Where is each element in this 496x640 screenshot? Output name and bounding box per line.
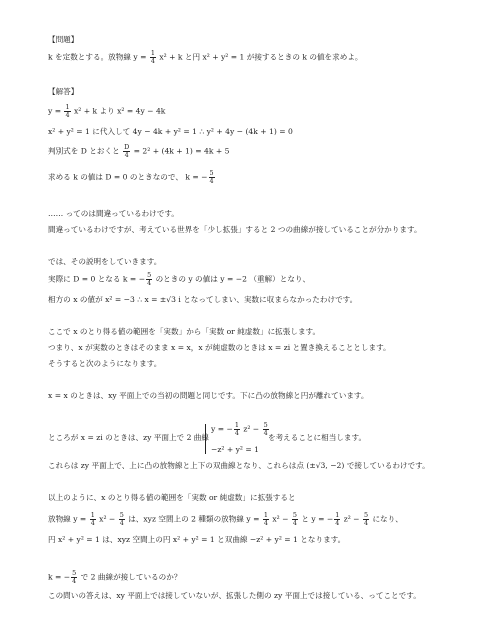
system-equation-2: −z² + y² = 1 [211,445,259,454]
paragraph-10-end: を考えることに相当します。 [268,433,367,442]
system-equation-1: y = − $\frac{1}{4}$ z² − $\frac{5}{4}$ [211,421,268,437]
answer-heading: 【解答】 [48,87,79,96]
paragraph-2: 間違っているわけですが、考えている世界を「少し拡張」すると 2 つの曲線が接していることが分かります。 [48,225,422,234]
paragraph-9: x = x のときは、xy 平面上での当初の問題と同じです。下に凸の放物線と円が離れています。 [48,391,369,400]
paragraph-3: では、その説明をしていきます。 [48,257,162,266]
problem-heading: 【問題】 [48,35,79,44]
paragraph-11: これらは zy 平面上で、上に凸の放物線と上下の双曲線となり、これらは点 (±√3, −2) で接しているわけです。 [48,461,430,470]
paragraph-14: 円 x² + y² = 1 は、xyz 空間上の円 x² + y² = 1 と双曲線 −z² + y² = 1 となります。 [48,535,346,544]
paragraph-5: 相方の x の値が x² = −3 ∴ x = ±√3 i となってしまい、実数に収まらなかったわけです。 [48,295,358,304]
paragraph-7: つまり、x が実数のときはそのまま x = x，x が純虚数のときは x = zi と置き換えることとします。 [48,343,391,352]
answer-line-3: 判別式を D とおくと $\frac{D}{4}$ = 2² + (4k + 1) = 4k + 5 [48,143,230,159]
system-brace [205,424,210,454]
paragraph-12: 以上のように、x のとり得る値の範囲を「実数 or 純虚数」に拡張すると [48,493,296,502]
paragraph-13: 放物線 y = $\frac{1}{4}$ x² − $\frac{5}{4}$ は、xyz 空間上の 2 種類の放物線 y = $\frac{1}{4}$ x² − $\frac{5}{4}$ と y = − $\frac{1}{4}$ z² − $\frac{5}{4}$ になり、 [48,511,403,527]
paragraph-4: 実際に D = 0 となる k = − $\frac{5}{4}$ のときの y の値は y = −2 （重解）となり、 [48,271,311,287]
paragraph-16: この問いの答えは、xy 平面上では接していないが、拡張した側の zy 平面上では接している、ってことです。 [48,591,421,600]
answer-line-2: x² + y² = 1 に代入して 4y − 4k + y² = 1 ∴ y² + 4y − (4k + 1) = 0 [48,127,293,136]
paragraph-8: そうすると次のようになります。 [48,359,162,368]
paragraph-10: ところが x = zi のときは、zy 平面上で 2 曲線 [48,433,209,442]
problem-statement: k を定数とする。放物線 y = $\frac{1}{4}$ x² + k と円 x² + y² = 1 が接するときの k の値を求めよ。 [48,49,363,65]
paragraph-6: ここで x のとり得る値の範囲を「実数」から「実数 or 純虚数」に拡張します。 [48,327,321,336]
paragraph-15: k = − $\frac{5}{4}$ で 2 曲線が接しているのか？ [48,569,182,585]
answer-line-1: y = $\frac{1}{4}$ x² + k より x² = 4y − 4k [48,103,166,119]
paragraph-1: …… ってのは間違っているわけです。 [48,209,179,218]
answer-line-4: 求める k の値は D = 0 のときなので、 k = − $\frac{5}{4}$ [48,169,214,185]
